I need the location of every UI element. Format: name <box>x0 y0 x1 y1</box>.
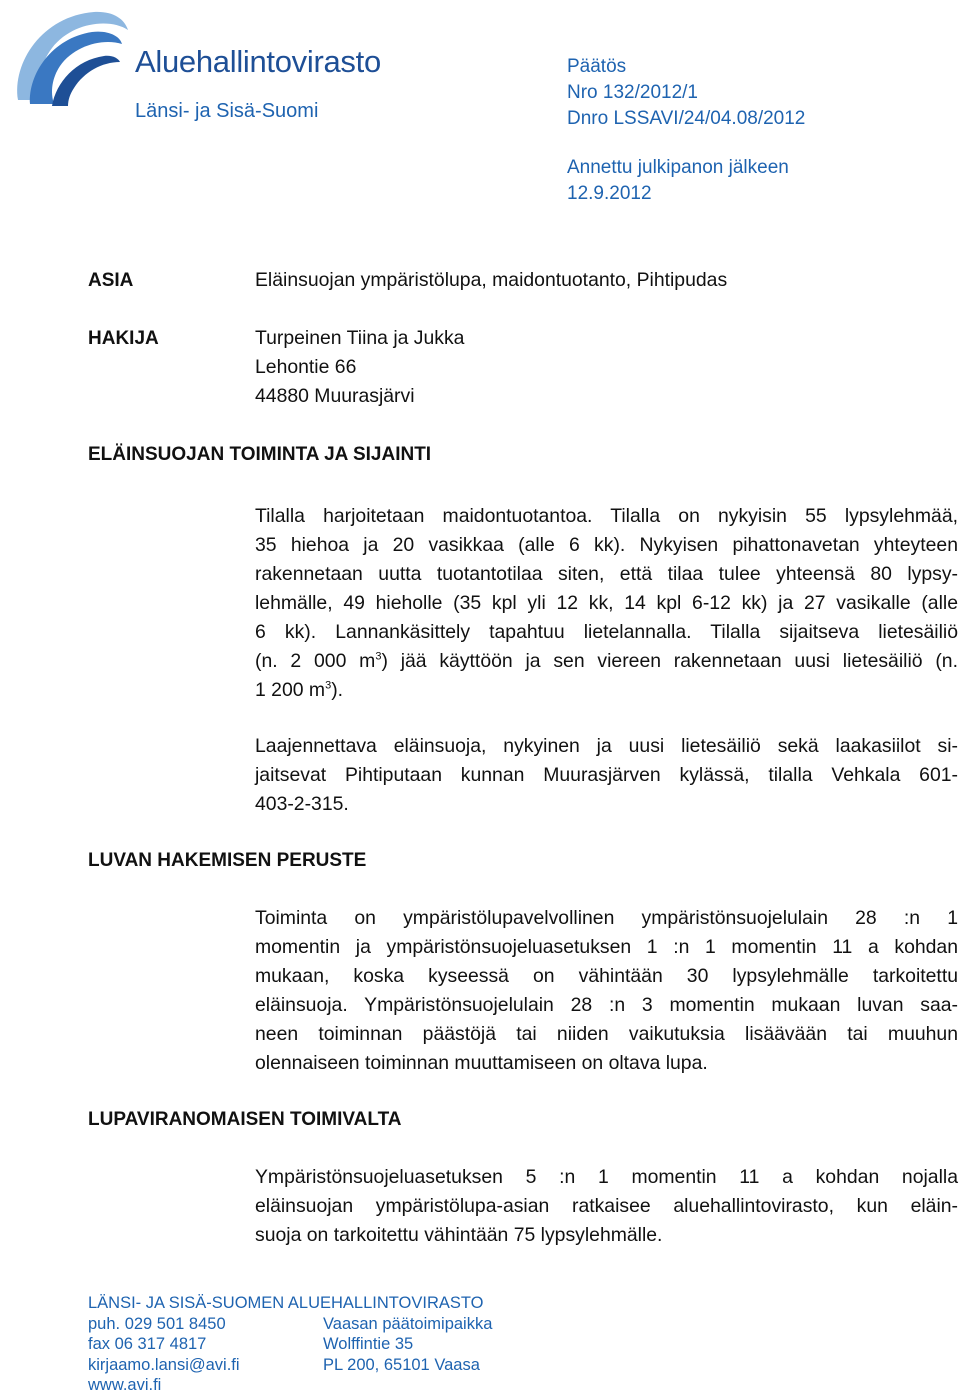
footer-street: Wolffintie 35 <box>323 1335 414 1353</box>
issue-info <box>567 155 789 207</box>
text-fragment: ) jää käyttöön ja sen viereen rakennetaan uusi lietesäiliö (n. <box>381 650 958 672</box>
record-number: Dnro LSSAVI/24/04.08/2012 <box>567 108 806 129</box>
applicant-street: Lehontie 66 <box>255 356 357 378</box>
doc-type: Päätös <box>567 56 627 77</box>
section-label-toiminta: ELÄINSUOJAN TOIMINTA JA SIJAINTI <box>88 444 432 465</box>
section-label-peruste: LUVAN HAKEMISEN PERUSTE <box>88 850 367 871</box>
text-line: Tilalla harjoitetaan maidontuotantoa. Tilalla on nykyisin 55 lypsylehmää, <box>255 505 958 527</box>
toiminta-paragraph-1 <box>255 502 958 705</box>
toimivalta-paragraph <box>255 1163 958 1250</box>
text-line: jaitsevat Pihtiputaan kunnan Muurasjärven kylässä, tilalla Vehkala 601- <box>255 764 958 786</box>
text-fragment: (n. 2 000 m <box>255 650 376 672</box>
section-label-hakija: HAKIJA <box>88 328 159 349</box>
applicant-name: Turpeinen Tiina ja Jukka <box>255 327 465 349</box>
footer-phone: puh. 029 501 8450 <box>88 1314 226 1333</box>
text-line: suoja on tarkoitettu vähintään 75 lypsylehmälle. <box>255 1224 663 1246</box>
text-fragment: 1 200 m <box>255 679 326 701</box>
issued-date: 12.9.2012 <box>567 183 652 204</box>
superscript: 3 <box>325 679 332 692</box>
text-line: olennaiseen toiminnan muuttamiseen on oltava lupa. <box>255 1052 708 1074</box>
peruste-paragraph <box>255 904 958 1078</box>
applicant-address <box>255 324 958 411</box>
footer-address <box>323 1314 492 1376</box>
footer-web[interactable]: www.avi.fi <box>88 1376 162 1394</box>
footer-office: Vaasan päätoimipaikka <box>323 1314 493 1333</box>
region-name: Länsi- ja Sisä-Suomi <box>135 100 319 122</box>
text-line: Toiminta on ympäristölupavelvollinen ympäristönsuojelulain 28 :n 1 <box>255 907 958 929</box>
text-line <box>255 647 958 676</box>
agency-name: Aluehallintovirasto <box>135 44 381 79</box>
text-line: eläinsuojan ympäristölupa-asian ratkaisee aluehallintovirasto, kun eläin- <box>255 1195 958 1217</box>
section-label-asia: ASIA <box>88 270 134 291</box>
text-line: mukaan, koska kyseessä on vähintään 30 lypsylehmälle tarkoitettu <box>255 965 958 987</box>
decision-meta <box>567 54 805 132</box>
logo-swoosh-icon <box>12 8 142 118</box>
subject-text: Eläinsuojan ympäristölupa, maidontuotanto, Pihtipudas <box>255 269 728 291</box>
text-line: neen toiminnan päästöjä tai niiden vaikutuksia lisäävään tai muuhun <box>255 1023 958 1045</box>
text-line <box>255 676 958 705</box>
text-line: eläinsuoja. Ympäristönsuojelulain 28 :n 3 momentin mukaan luvan saa- <box>255 994 958 1016</box>
text-line: rakennetaan uutta tuotantotilaa siten, että tilaa tulee yhteensä 80 lypsy- <box>255 563 958 585</box>
text-line: 35 hiehoa ja 20 vasikkaa (alle 6 kk). Nykyisen pihattonavetan yhteyteen <box>255 534 958 556</box>
footer-org: LÄNSI- JA SISÄ-SUOMEN ALUEHALLINTOVIRASTO <box>88 1294 484 1312</box>
decision-number: Nro 132/2012/1 <box>567 82 698 103</box>
superscript: 3 <box>375 650 382 663</box>
text-fragment: ). <box>331 679 344 701</box>
toiminta-paragraph-2 <box>255 732 958 819</box>
text-line: Laajennettava eläinsuoja, nykyinen ja uusi lietesäiliö sekä laakasiilot si- <box>255 735 958 757</box>
text-line: 403-2-315. <box>255 793 349 815</box>
section-label-toimivalta: LUPAVIRANOMAISEN TOIMIVALTA <box>88 1109 402 1130</box>
footer-email[interactable]: kirjaamo.lansi@avi.fi <box>88 1355 240 1374</box>
text-line: 6 kk). Lannankäsittely tapahtuu lietelannalla. Tilalla sijaitseva lietesäiliö <box>255 621 958 643</box>
text-line: momentin ja ympäristönsuojeluasetuksen 1 :n 1 momentin 11 a kohdan <box>255 936 958 958</box>
footer-fax: fax 06 317 4817 <box>88 1335 207 1353</box>
text-line: Ympäristönsuojeluasetuksen 5 :n 1 momentin 11 a kohdan nojalla <box>255 1166 958 1188</box>
issued-label: Annettu julkipanon jälkeen <box>567 157 789 178</box>
text-line: lehmälle, 49 hieholle (35 kpl yli 12 kk, 14 kpl 6-12 kk) ja 27 vasikalle (alle <box>255 592 958 614</box>
footer-postal: PL 200, 65101 Vaasa <box>323 1355 480 1374</box>
applicant-postal: 44880 Muurasjärvi <box>255 385 415 407</box>
